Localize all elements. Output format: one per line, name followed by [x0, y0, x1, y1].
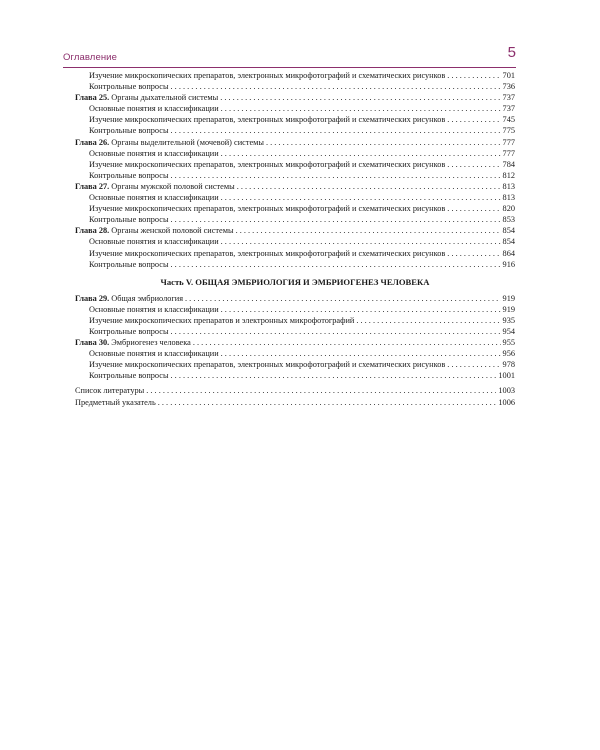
toc-entry[interactable] [75, 114, 515, 125]
toc-entry-label: Изучение микроскопических препаратов, электронных микрофотографий и схематических рисунков [89, 360, 446, 370]
toc-entry-label: Изучение микроскопических препаратов, электронных микрофотографий и схематических рисунков [89, 159, 446, 169]
dot-leader [171, 214, 501, 225]
toc-entry[interactable] [75, 192, 515, 203]
toc-entry[interactable] [75, 385, 515, 396]
toc-page-number: 737 [502, 104, 515, 114]
toc-page-number: 955 [502, 338, 515, 348]
dot-leader [171, 259, 501, 270]
toc-entry[interactable] [75, 148, 515, 159]
toc-entry[interactable] [75, 103, 515, 114]
dot-leader [185, 293, 501, 304]
page-number: 5 [507, 44, 516, 61]
dot-leader [171, 125, 501, 136]
toc-entry-label: Изучение микроскопических препаратов, электронных микрофотографий и схематических рисунков [89, 115, 446, 125]
toc-entry[interactable] [75, 370, 515, 381]
dot-leader [447, 114, 500, 125]
toc-entry[interactable] [75, 159, 515, 170]
header-divider [63, 67, 516, 68]
dot-leader [221, 148, 501, 159]
chapter-number: Глава 26. [75, 137, 110, 147]
toc-page-number: 777 [502, 148, 515, 158]
toc-entry-label: Контрольные вопросы [89, 82, 169, 92]
toc-page-number: 813 [502, 193, 515, 203]
dot-leader [171, 370, 497, 381]
chapter-number: Глава 27. [75, 181, 110, 191]
toc-entry-label: Контрольные вопросы [89, 326, 169, 336]
toc-section-part-v [75, 293, 515, 382]
toc-page-number: 1006 [498, 397, 515, 407]
toc-entry-label: Список литературы [75, 386, 145, 396]
toc-page-number: 737 [502, 93, 515, 103]
toc-entry[interactable] [75, 70, 515, 81]
toc-entry-label: Изучение микроскопических препаратов, электронных микрофотографий и схематических рисунков [89, 204, 446, 214]
table-of-contents [75, 70, 515, 408]
toc-entry[interactable] [75, 203, 515, 214]
toc-entry[interactable] [75, 315, 515, 326]
dot-leader [221, 192, 501, 203]
toc-entry-label: Основные понятия и классификации [89, 349, 219, 359]
toc-entry-label: Основные понятия и классификации [89, 237, 219, 247]
toc-entry[interactable] [75, 359, 515, 370]
toc-chapter-entry[interactable] [75, 225, 515, 236]
dot-leader [146, 385, 496, 396]
toc-page-number: 916 [502, 259, 515, 269]
toc-entry[interactable] [75, 125, 515, 136]
toc-page-number: 701 [502, 71, 515, 80]
toc-entry-label: Основные понятия и классификации [89, 304, 219, 314]
toc-page-number: 1003 [498, 386, 515, 396]
dot-leader [171, 81, 501, 92]
dot-leader [220, 92, 500, 103]
toc-entry-label [75, 92, 218, 103]
toc-entry[interactable] [75, 248, 515, 259]
dot-leader [171, 170, 501, 181]
part-heading: Часть V. ОБЩАЯ ЭМБРИОЛОГИЯ И ЭМБРИОГЕНЕЗ ЧЕЛОВЕКА [160, 276, 430, 287]
toc-page-number: 854 [502, 226, 515, 236]
dot-leader [221, 348, 501, 359]
toc-page-number: 919 [502, 293, 515, 303]
toc-entry-label [75, 337, 191, 348]
running-header-title: Оглавление [63, 52, 117, 63]
page-header [63, 44, 516, 68]
toc-section-back-matter [75, 385, 515, 407]
toc-entry-label: Контрольные вопросы [89, 215, 169, 225]
toc-page-number: 745 [502, 115, 515, 125]
toc-entry-label: Основные понятия и классификации [89, 148, 219, 158]
chapter-title: Общая эмбриология [109, 293, 184, 303]
dot-leader [447, 70, 500, 81]
dot-leader [356, 315, 500, 326]
chapter-number: Глава 30. [75, 338, 110, 348]
toc-chapter-entry[interactable] [75, 92, 515, 103]
toc-page-number: 919 [502, 304, 515, 314]
toc-entry-label: Предметный указатель [75, 397, 156, 407]
toc-entry-label: Основные понятия и классификации [89, 104, 219, 114]
dot-leader [158, 397, 497, 408]
chapter-title: Органы мужской половой системы [109, 181, 235, 191]
toc-section-part-iv [75, 70, 515, 270]
chapter-number: Глава 29. [75, 293, 110, 303]
chapter-title: Органы дыхательной системы [109, 93, 219, 103]
dot-leader [237, 181, 501, 192]
dot-leader [447, 159, 500, 170]
toc-entry[interactable] [75, 304, 515, 315]
toc-entry-label [75, 137, 264, 148]
dot-leader [193, 337, 501, 348]
toc-entry[interactable] [75, 326, 515, 337]
chapter-title: Эмбриогенез человека [109, 338, 191, 348]
toc-entry-label [75, 293, 183, 304]
toc-chapter-entry[interactable] [75, 137, 515, 148]
toc-entry[interactable] [75, 81, 515, 92]
toc-page-number: 813 [502, 181, 515, 191]
toc-entry-label [75, 225, 234, 236]
toc-page-number: 864 [502, 248, 515, 258]
toc-entry-label: Контрольные вопросы [89, 259, 169, 269]
toc-entry-label: Изучение микроскопических препаратов и электронных микрофотографий [89, 315, 355, 325]
chapter-number: Глава 28. [75, 226, 110, 236]
toc-page-number: 935 [502, 315, 515, 325]
toc-entry-label: Контрольные вопросы [89, 126, 169, 136]
toc-page-number: 853 [502, 215, 515, 225]
toc-page-number: 1001 [498, 371, 515, 381]
toc-page-number: 812 [502, 170, 515, 180]
dot-leader [447, 203, 500, 214]
toc-chapter-entry[interactable] [75, 293, 515, 304]
toc-entry-label: Контрольные вопросы [89, 170, 169, 180]
chapter-title: Органы выделительной (мочевой) системы [109, 137, 264, 147]
dot-leader [171, 326, 501, 337]
toc-entry[interactable] [75, 259, 515, 270]
toc-chapter-entry[interactable] [75, 337, 515, 348]
dot-leader [221, 103, 501, 114]
toc-entry[interactable] [75, 214, 515, 225]
toc-page-number: 854 [502, 237, 515, 247]
chapter-number: Глава 25. [75, 93, 110, 103]
toc-chapter-entry[interactable] [75, 181, 515, 192]
dot-leader [266, 137, 501, 148]
toc-page-number: 784 [502, 159, 515, 169]
dot-leader [447, 359, 500, 370]
toc-page-number: 777 [502, 137, 515, 147]
toc-entry-label: Основные понятия и классификации [89, 193, 219, 203]
dot-leader [221, 236, 501, 247]
toc-entry[interactable] [75, 236, 515, 247]
toc-page-number: 978 [502, 360, 515, 370]
toc-entry[interactable] [75, 348, 515, 359]
toc-entry-label: Контрольные вопросы [89, 371, 169, 381]
toc-page-number: 736 [502, 82, 515, 92]
toc-entry-label [75, 181, 235, 192]
dot-leader [447, 248, 500, 259]
toc-entry[interactable] [75, 170, 515, 181]
chapter-title: Органы женской половой системы [109, 226, 234, 236]
dot-leader [236, 225, 501, 236]
toc-entry-label: Изучение микроскопических препаратов, электронных микрофотографий и схематических рисунков [89, 71, 446, 80]
dot-leader [221, 304, 501, 315]
toc-page-number: 956 [502, 349, 515, 359]
toc-page-number: 954 [502, 326, 515, 336]
toc-page-number: 775 [502, 126, 515, 136]
toc-page-number: 820 [502, 204, 515, 214]
toc-entry[interactable] [75, 397, 515, 408]
toc-entry-label: Изучение микроскопических препаратов, электронных микрофотографий и схематических рисунков [89, 248, 446, 258]
